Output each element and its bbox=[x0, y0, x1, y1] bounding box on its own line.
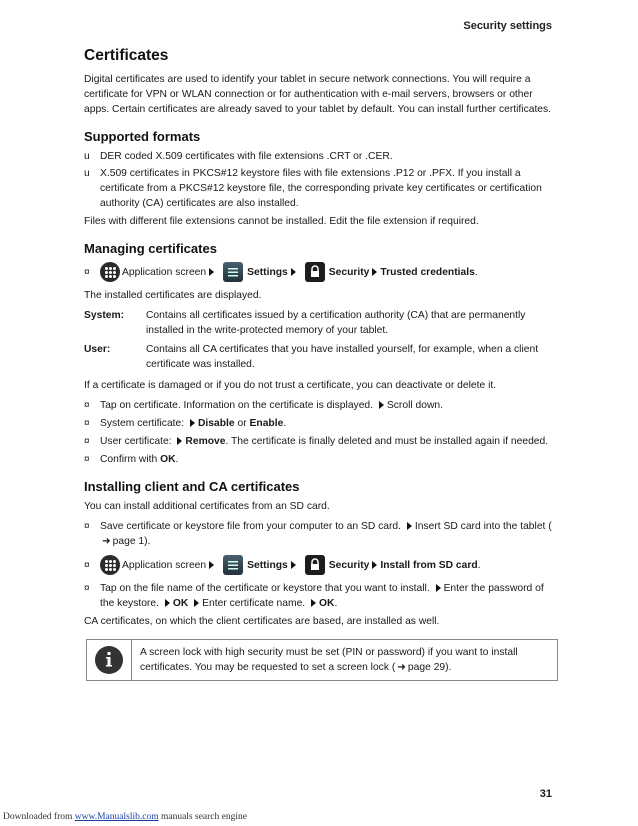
ok-option: OK bbox=[172, 598, 189, 609]
info-box bbox=[86, 639, 558, 681]
arrow-right-icon bbox=[379, 401, 384, 409]
intro-paragraph: Digital certificates are used to identify your tablet in secure network connections. You will require a certificate for VPN or WLAN connection or for authentication with e-mail servers, browsers or other apps. Certain certificates are already saved to your tablet by default. You can install further certificates. bbox=[84, 74, 552, 115]
list-item-text: X.509 certificates in PKCS#12 keystore files with file extensions .P12 or .PFX. If you install a certificate from a PKCS#12 keystore file, the corresponding private key certificates or certification authority (CA) certificates are also installed. bbox=[100, 168, 542, 209]
running-head: Security settings bbox=[463, 20, 552, 32]
list-item bbox=[84, 519, 556, 549]
app-grid-icon bbox=[100, 262, 120, 282]
footer-suffix: manuals search engine bbox=[160, 812, 247, 822]
step-text: Save certificate or keystore file from your computer to an SD card. bbox=[100, 521, 402, 532]
list-item bbox=[84, 398, 556, 413]
page-number: 31 bbox=[539, 788, 552, 800]
navigation-path bbox=[84, 555, 556, 575]
step-text: Tap on certificate. Information on the certificate is displayed. bbox=[100, 400, 374, 411]
arrow-right-icon bbox=[407, 522, 412, 530]
remove-option: Remove bbox=[185, 436, 226, 447]
info-box-text bbox=[132, 640, 557, 680]
info-text: A screen lock with high security must be set (PIN or password) if you want to install certificates. You may be requested to set a screen lock ( bbox=[140, 647, 518, 673]
definition-text: Contains all CA certificates that you have installed yourself, for example, when a client certificate was installed. bbox=[146, 344, 539, 370]
nav-install-from-sd: Install from SD card bbox=[380, 559, 478, 571]
definition-row bbox=[84, 308, 556, 338]
arrow-right-icon bbox=[190, 419, 195, 427]
footer-prefix: Downloaded from bbox=[3, 812, 73, 822]
list-item bbox=[84, 581, 556, 611]
nav-trusted-credentials: Trusted credentials bbox=[380, 266, 475, 278]
step-marker: ¤ bbox=[84, 418, 90, 429]
footer bbox=[3, 812, 247, 822]
bullet-marker: u bbox=[84, 151, 90, 162]
list-item bbox=[84, 166, 556, 211]
step-text: . bbox=[283, 418, 287, 429]
step-text: Confirm with bbox=[100, 454, 158, 465]
step-marker: ¤ bbox=[84, 266, 90, 278]
displayed-text: The installed certificates are displayed. bbox=[84, 290, 262, 301]
definition-term: System: bbox=[84, 310, 125, 321]
step-marker: ¤ bbox=[84, 559, 90, 571]
settings-icon bbox=[223, 262, 243, 282]
list-item bbox=[84, 416, 556, 431]
nav-app-screen: Application screen bbox=[122, 266, 207, 278]
list-item-text: DER coded X.509 certificates with file extensions .CRT or .CER. bbox=[100, 151, 393, 162]
nav-security: Security bbox=[328, 266, 370, 278]
arrow-right-icon bbox=[194, 599, 199, 607]
disable-option: Disable bbox=[198, 418, 235, 429]
step-text: or bbox=[237, 418, 247, 429]
nav-settings: Settings bbox=[247, 266, 288, 278]
definition-term: User: bbox=[84, 344, 111, 355]
lock-icon bbox=[305, 555, 325, 575]
step-text: Enter certificate name. bbox=[202, 598, 306, 609]
step-text: Scroll down. bbox=[386, 400, 443, 411]
arrow-right-icon bbox=[311, 599, 316, 607]
page-reference: page 29 bbox=[407, 662, 446, 673]
page-ref-arrow-icon: ➜ bbox=[102, 536, 111, 547]
arrow-right-icon bbox=[372, 561, 377, 569]
arrow-right-icon bbox=[209, 268, 214, 276]
nav-settings: Settings bbox=[247, 559, 288, 571]
step-text: . bbox=[175, 454, 179, 465]
extension-note: Files with different file extensions cannot be installed. Edit the file extension if required. bbox=[84, 216, 479, 227]
step-marker: ¤ bbox=[84, 583, 90, 594]
step-marker: ¤ bbox=[84, 454, 90, 465]
main-content bbox=[84, 48, 556, 681]
definition-list bbox=[84, 308, 556, 372]
installing-heading: Installing client and CA certificates bbox=[84, 479, 300, 494]
step-marker: ¤ bbox=[84, 400, 90, 411]
nav-end: . bbox=[474, 266, 478, 278]
arrow-right-icon bbox=[291, 268, 296, 276]
step-text: . The certificate is finally deleted and must be installed again if needed. bbox=[225, 436, 549, 447]
arrow-right-icon bbox=[291, 561, 296, 569]
step-text: System certificate: bbox=[100, 418, 185, 429]
step-text: User certificate: bbox=[100, 436, 172, 447]
list-item bbox=[84, 452, 556, 467]
installing-intro: You can install additional certificates from an SD card. bbox=[84, 501, 330, 512]
step-text: Tap on the file name of the certificate or keystore that you want to install. bbox=[100, 583, 430, 594]
arrow-right-icon bbox=[372, 268, 377, 276]
step-text: ). bbox=[144, 536, 151, 547]
ok-option: OK bbox=[319, 598, 335, 609]
lock-icon bbox=[305, 262, 325, 282]
enable-option: Enable bbox=[249, 418, 284, 429]
definition-row bbox=[84, 342, 556, 372]
step-marker: ¤ bbox=[84, 521, 90, 532]
supported-formats-heading: Supported formats bbox=[84, 129, 201, 144]
info-text: ). bbox=[445, 662, 452, 673]
arrow-right-icon bbox=[436, 584, 441, 592]
step-text: Insert SD card into the tablet ( bbox=[414, 521, 552, 532]
page-reference: page 1 bbox=[112, 536, 145, 547]
info-icon bbox=[95, 646, 123, 674]
app-grid-icon bbox=[100, 555, 120, 575]
arrow-right-icon bbox=[165, 599, 170, 607]
step-text: . bbox=[334, 598, 338, 609]
step-marker: ¤ bbox=[84, 436, 90, 447]
page-title: Certificates bbox=[84, 47, 169, 64]
definition-text: Contains all certificates issued by a certification authority (CA) that are permanently installed in the write-protected memory of your tablet. bbox=[146, 310, 526, 336]
ca-note: CA certificates, on which the client certificates are based, are installed as well. bbox=[84, 616, 440, 627]
navigation-path bbox=[84, 262, 556, 282]
nav-security: Security bbox=[328, 559, 370, 571]
page-ref-arrow-icon: ➜ bbox=[397, 662, 406, 673]
info-icon-cell bbox=[87, 640, 132, 680]
damaged-text: If a certificate is damaged or if you do not trust a certificate, you can deactivate or delete it. bbox=[84, 380, 497, 391]
ok-option: OK bbox=[160, 454, 176, 465]
list-item bbox=[84, 149, 556, 164]
step-text: Enter the password of the keystore. bbox=[100, 583, 544, 609]
footer-link[interactable]: www.Manualslib.com bbox=[74, 812, 159, 822]
arrow-right-icon bbox=[209, 561, 214, 569]
nav-app-screen: Application screen bbox=[122, 559, 207, 571]
list-item bbox=[84, 434, 556, 449]
managing-heading: Managing certificates bbox=[84, 241, 217, 256]
settings-icon bbox=[223, 555, 243, 575]
nav-end: . bbox=[477, 559, 481, 571]
arrow-right-icon bbox=[177, 437, 182, 445]
bullet-marker: u bbox=[84, 168, 90, 179]
